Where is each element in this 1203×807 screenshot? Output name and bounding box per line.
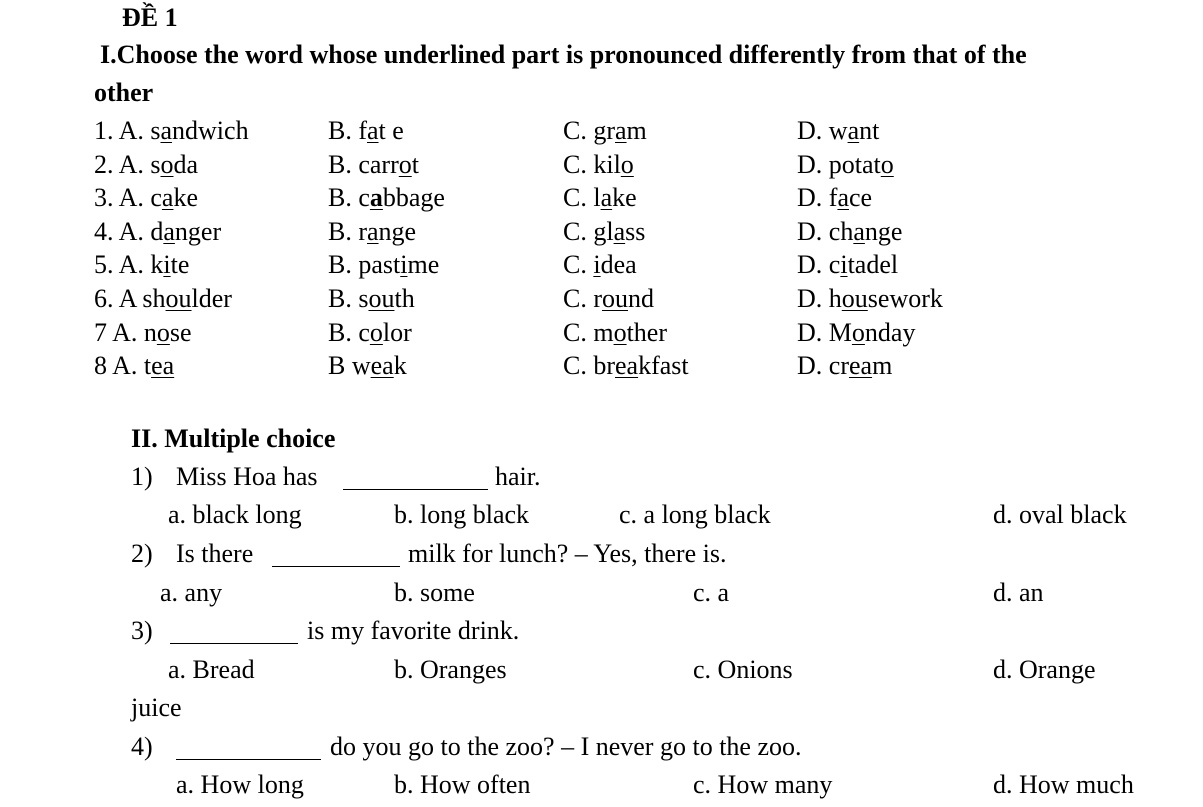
item-number: 3. bbox=[94, 183, 119, 212]
underlined-part: i bbox=[593, 250, 601, 279]
option-c[interactable] bbox=[563, 353, 689, 379]
underlined-part: i bbox=[163, 250, 171, 279]
option-d[interactable] bbox=[797, 152, 894, 178]
option-c[interactable]: c. a long black bbox=[619, 500, 771, 529]
word-part: C. kil bbox=[563, 150, 621, 179]
word-part: A sh bbox=[118, 284, 166, 313]
item-number: 5. bbox=[94, 250, 119, 279]
word-part: B. f bbox=[328, 116, 367, 145]
question-number: 4) bbox=[131, 732, 153, 761]
option-a[interactable] bbox=[94, 286, 232, 312]
option-d-continued[interactable]: juice bbox=[131, 693, 182, 722]
word-part: C. br bbox=[563, 351, 615, 380]
word-part: bbage bbox=[382, 183, 445, 212]
option-d[interactable]: d. an bbox=[993, 578, 1044, 607]
word-part: D. M bbox=[797, 318, 852, 347]
underlined-part: a bbox=[615, 116, 627, 145]
word-part: B. c bbox=[328, 183, 370, 212]
word-part: ke bbox=[173, 183, 198, 212]
underlined-part: a bbox=[367, 116, 379, 145]
word-part: D. ch bbox=[797, 217, 854, 246]
option-c[interactable] bbox=[563, 252, 637, 278]
question-number: 1) bbox=[131, 462, 153, 491]
underlined-part: a bbox=[160, 116, 173, 145]
item-number: 4. bbox=[94, 217, 119, 246]
word-part: C. gl bbox=[563, 217, 614, 246]
word-part: D. h bbox=[797, 284, 842, 313]
option-d[interactable] bbox=[797, 252, 898, 278]
word-part: B. past bbox=[328, 250, 401, 279]
word-part: C. gr bbox=[563, 116, 615, 145]
question-number: 2) bbox=[131, 539, 153, 568]
option-c[interactable] bbox=[563, 286, 654, 312]
option-a[interactable] bbox=[94, 118, 249, 144]
word-part: tadel bbox=[847, 250, 899, 279]
option-b[interactable]: b. How often bbox=[394, 770, 531, 799]
word-part: kfast bbox=[638, 351, 689, 380]
option-b[interactable] bbox=[328, 185, 445, 211]
word-part: m bbox=[626, 116, 647, 145]
word-part: sework bbox=[867, 284, 943, 313]
option-d[interactable] bbox=[797, 353, 892, 379]
option-b[interactable] bbox=[328, 219, 416, 245]
option-a[interactable] bbox=[94, 353, 174, 379]
option-b[interactable]: b. Oranges bbox=[394, 655, 507, 684]
option-c[interactable]: c. How many bbox=[693, 770, 833, 799]
word-part: A. n bbox=[112, 318, 157, 347]
option-d[interactable] bbox=[797, 320, 915, 346]
option-b[interactable]: b. some bbox=[394, 578, 475, 607]
word-part: C. m bbox=[563, 318, 614, 347]
question-text: milk for lunch? – Yes, there is. bbox=[408, 539, 727, 568]
word-part: D. potat bbox=[797, 150, 881, 179]
option-c[interactable]: c. Onions bbox=[693, 655, 793, 684]
underlined-part: a bbox=[367, 217, 379, 246]
option-d[interactable]: d. Orange bbox=[993, 655, 1096, 684]
option-d[interactable] bbox=[797, 185, 872, 211]
section1-title-continued: other bbox=[94, 78, 154, 107]
option-b[interactable] bbox=[328, 286, 415, 312]
word-part: k bbox=[393, 351, 407, 380]
option-d[interactable] bbox=[797, 219, 902, 245]
question-text: do you go to the zoo? – I never go to the zoo. bbox=[330, 732, 802, 761]
underlined-part: a bbox=[853, 217, 865, 246]
option-a[interactable]: a. black long bbox=[168, 500, 302, 529]
word-part: A. t bbox=[112, 351, 152, 380]
option-a[interactable]: a. Bread bbox=[168, 655, 255, 684]
word-part: A. c bbox=[118, 183, 162, 212]
word-part: ther bbox=[626, 318, 667, 347]
underlined-part: a bbox=[161, 183, 174, 212]
word-part: lder bbox=[191, 284, 232, 313]
word-part: nt bbox=[859, 116, 880, 145]
underlined-part: o bbox=[880, 150, 894, 179]
option-d[interactable] bbox=[797, 286, 943, 312]
word-part: lor bbox=[382, 318, 412, 347]
word-part: t bbox=[411, 150, 419, 179]
option-b[interactable] bbox=[328, 353, 407, 379]
word-part: D. f bbox=[797, 183, 838, 212]
word-part: D. w bbox=[797, 116, 848, 145]
item-number: 1. bbox=[94, 116, 119, 145]
word-part: me bbox=[407, 250, 440, 279]
option-c[interactable] bbox=[563, 320, 667, 346]
option-a[interactable] bbox=[94, 152, 198, 178]
option-d[interactable]: d. oval black bbox=[993, 500, 1127, 529]
underlined-part: i bbox=[840, 250, 848, 279]
underlined-part: a bbox=[600, 183, 613, 212]
word-part: ke bbox=[612, 183, 637, 212]
option-a[interactable] bbox=[94, 252, 189, 278]
word-part: A. s bbox=[118, 116, 161, 145]
section1-title: I.Choose the word whose underlined part is pronounced differently from that of the bbox=[100, 40, 1027, 69]
item-number: 7 bbox=[94, 318, 113, 347]
word-part: ce bbox=[848, 183, 873, 212]
word-part: D. c bbox=[797, 250, 841, 279]
underlined-part: ou bbox=[841, 284, 868, 313]
word-part: nge bbox=[864, 217, 903, 246]
option-a[interactable] bbox=[94, 320, 192, 346]
word-part: A. k bbox=[118, 250, 164, 279]
underlined-part: o bbox=[369, 318, 383, 347]
answer-blank[interactable] bbox=[343, 489, 488, 490]
word-part: se bbox=[169, 318, 192, 347]
question-number: 3) bbox=[131, 616, 153, 645]
underlined-part: o bbox=[620, 150, 634, 179]
item-number: 8 bbox=[94, 351, 113, 380]
item-number: 6. bbox=[94, 284, 119, 313]
underlined-part: a bbox=[613, 217, 626, 246]
word-part: ndwich bbox=[172, 116, 249, 145]
option-a[interactable] bbox=[94, 219, 221, 245]
question-text: hair. bbox=[495, 462, 541, 491]
option-b[interactable] bbox=[328, 320, 412, 346]
underlined-part: a bbox=[369, 183, 383, 212]
word-part: A. s bbox=[118, 150, 161, 179]
word-part: dea bbox=[600, 250, 637, 279]
option-c[interactable]: c. a bbox=[693, 578, 730, 607]
word-part: C. l bbox=[563, 183, 601, 212]
option-d[interactable]: d. How much bbox=[993, 770, 1134, 799]
option-a[interactable]: a. any bbox=[160, 578, 223, 607]
word-part: nd bbox=[628, 284, 654, 313]
answer-blank[interactable] bbox=[176, 759, 321, 760]
word-part: nger bbox=[174, 217, 222, 246]
question-text: Miss Hoa has bbox=[176, 462, 318, 491]
option-b[interactable]: b. long black bbox=[394, 500, 530, 529]
underlined-part: ou bbox=[368, 284, 395, 313]
underlined-part: a bbox=[837, 183, 849, 212]
option-c[interactable] bbox=[563, 152, 634, 178]
underlined-part: o bbox=[398, 150, 412, 179]
question-text: Is there bbox=[176, 539, 254, 568]
underlined-part: ea bbox=[615, 351, 639, 380]
underlined-part: o bbox=[851, 318, 865, 347]
item-number: 2. bbox=[94, 150, 119, 179]
word-part: t e bbox=[378, 116, 404, 145]
word-part: B. c bbox=[328, 318, 370, 347]
option-b[interactable] bbox=[328, 252, 439, 278]
underlined-part: a bbox=[847, 116, 860, 145]
option-a[interactable] bbox=[94, 185, 198, 211]
word-part: nday bbox=[864, 318, 916, 347]
word-part: th bbox=[394, 284, 415, 313]
underlined-part: ou bbox=[602, 284, 628, 313]
word-part: B. carr bbox=[328, 150, 399, 179]
word-part: C. r bbox=[563, 284, 602, 313]
word-part: C. bbox=[563, 250, 594, 279]
underlined-part: ea bbox=[370, 351, 394, 380]
option-c[interactable] bbox=[563, 185, 637, 211]
underlined-part: a bbox=[163, 217, 175, 246]
underlined-part: o bbox=[160, 150, 174, 179]
word-part: B. r bbox=[328, 217, 367, 246]
option-b[interactable] bbox=[328, 118, 404, 144]
underlined-part: ea bbox=[151, 351, 175, 380]
option-a[interactable]: a. How long bbox=[176, 770, 304, 799]
word-part: nge bbox=[378, 217, 417, 246]
word-part: D. cr bbox=[797, 351, 849, 380]
option-c[interactable] bbox=[563, 118, 647, 144]
word-part: m bbox=[872, 351, 893, 380]
option-d[interactable] bbox=[797, 118, 879, 144]
page-title: ĐỀ 1 bbox=[122, 3, 178, 32]
word-part: B. s bbox=[328, 284, 369, 313]
section2-title: II. Multiple choice bbox=[131, 424, 336, 453]
word-part: ss bbox=[625, 217, 646, 246]
option-b[interactable] bbox=[328, 152, 419, 178]
word-part: B w bbox=[328, 351, 371, 380]
underlined-part: i bbox=[400, 250, 408, 279]
word-part: te bbox=[170, 250, 190, 279]
word-part: da bbox=[173, 150, 199, 179]
underlined-part: o bbox=[156, 318, 170, 347]
answer-blank[interactable] bbox=[272, 566, 400, 567]
answer-blank[interactable] bbox=[170, 643, 298, 644]
option-c[interactable] bbox=[563, 219, 645, 245]
word-part: A. d bbox=[118, 217, 164, 246]
underlined-part: o bbox=[613, 318, 627, 347]
underlined-part: ea bbox=[848, 351, 873, 380]
question-text: is my favorite drink. bbox=[307, 616, 520, 645]
underlined-part: ou bbox=[165, 284, 192, 313]
